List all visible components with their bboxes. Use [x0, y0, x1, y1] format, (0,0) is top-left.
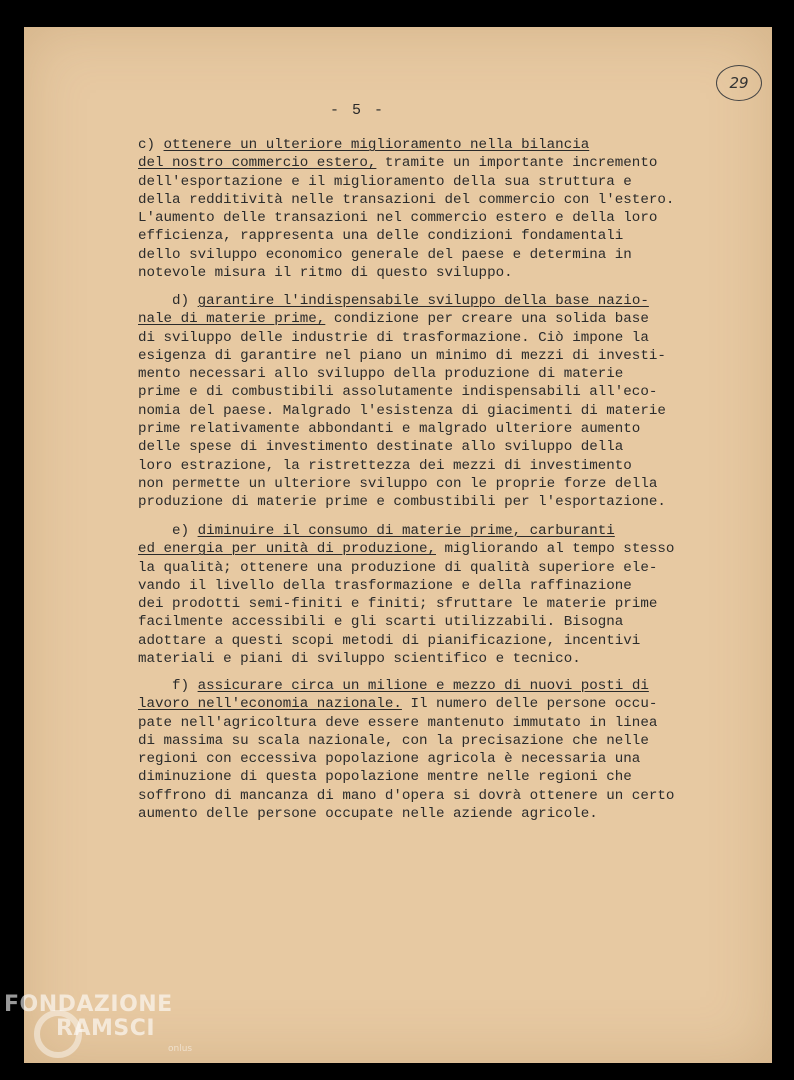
text-line [138, 695, 718, 713]
underlined-heading: del nostro commercio estero, [138, 155, 377, 172]
text-segment: e) [138, 523, 198, 539]
underlined-heading: diminuire il consumo di materie prime, carburanti [197, 523, 615, 539]
text-line [138, 714, 718, 732]
text-line [138, 310, 718, 328]
text-line [138, 787, 718, 805]
text-segment: prime e di combustibili assolutamente indispensabili all'eco- [138, 384, 658, 401]
text-segment: d) [138, 293, 198, 309]
text-line [138, 246, 718, 264]
text-line [138, 457, 718, 475]
text-line [138, 136, 718, 154]
text-line [138, 577, 718, 595]
text-segment: c) [138, 137, 164, 153]
text-segment: produzione di materie prime e combustibili per l'esportazione. [138, 494, 666, 511]
text-line [138, 540, 718, 558]
text-segment: notevole misura il ritmo di questo sviluppo. [138, 265, 513, 282]
text-line [138, 475, 718, 493]
section-c [138, 136, 718, 282]
text-segment: mento necessari allo sviluppo della produzione di materie [138, 366, 624, 383]
archive-number-stamp [716, 65, 762, 101]
text-segment: pate nell'agricoltura deve essere mantenuto immutato in linea [138, 714, 658, 731]
text-line [138, 383, 718, 401]
text-segment: la qualità; ottenere una produzione di qualità superiore ele- [138, 559, 658, 576]
text-line [138, 209, 718, 227]
underlined-heading: ottenere un ulteriore miglioramento nella bilancia [163, 137, 590, 153]
text-segment: condizione per creare una solida base [325, 311, 649, 328]
text-line [138, 227, 718, 245]
text-line [138, 493, 718, 511]
watermark-line1: FONDAZIONE [4, 992, 173, 1017]
text-line [138, 365, 718, 383]
fondazione-gramsci-watermark [4, 992, 204, 1072]
watermark-line2: RAMSCI [56, 1016, 156, 1041]
section-d [138, 292, 718, 512]
text-segment: nomia del paese. Malgrado l'esistenza di giacimenti di materie [138, 402, 666, 419]
text-segment: di sviluppo delle industrie di trasformazione. Ciò impone la [138, 329, 649, 346]
text-line [138, 559, 718, 577]
text-line [138, 768, 718, 786]
text-line [138, 329, 718, 347]
text-segment: della redditività nelle transazioni del commercio con l'estero. [138, 191, 675, 208]
text-segment: diminuzione di questa popolazione mentre nelle regioni che [138, 769, 632, 786]
page-number: - 5 - [330, 102, 386, 119]
text-line [138, 402, 718, 420]
text-segment: materiali e piani di sviluppo scientifico e tecnico. [138, 651, 581, 668]
text-line [138, 677, 718, 695]
text-line [138, 650, 718, 668]
text-segment: f) [138, 678, 198, 694]
text-segment: aumento delle persone occupate nelle aziende agricole. [138, 806, 598, 823]
text-segment: dei prodotti semi-finiti e finiti; sfruttare le materie prime [138, 596, 658, 613]
text-segment: L'aumento delle transazioni nel commercio estero e della loro [138, 210, 658, 227]
text-segment: efficienza, rappresenta una delle condizioni fondamentali [138, 228, 624, 245]
text-line [138, 732, 718, 750]
underlined-heading: garantire l'indispensabile sviluppo della base nazio- [197, 293, 649, 309]
text-line [138, 264, 718, 282]
underlined-heading: assicurare circa un milione e mezzo di nuovi posti di [197, 678, 649, 694]
text-segment: dello sviluppo economico generale del paese e determina in [138, 246, 632, 263]
section-e [138, 522, 718, 668]
text-segment: Il numero delle persone occu- [401, 696, 658, 713]
text-line [138, 613, 718, 631]
text-segment: adottare a questi scopi metodi di pianificazione, incentivi [138, 632, 641, 649]
text-line [138, 292, 718, 310]
watermark-onlus: onlus [168, 1044, 193, 1054]
text-line [138, 420, 718, 438]
text-segment: tramite un importante incremento [376, 155, 658, 172]
text-segment: non permette un ulteriore sviluppo con le proprie forze della [138, 475, 658, 492]
text-segment: soffrono di mancanza di mano d'opera si dovrà ottenere un certo [138, 787, 675, 804]
text-line [138, 173, 718, 191]
text-segment: regioni con eccessiva popolazione agricola è necessaria una [138, 751, 641, 768]
text-segment: di massima su scala nazionale, con la precisazione che nelle [138, 732, 649, 749]
text-line [138, 750, 718, 768]
text-line [138, 191, 718, 209]
text-segment: esigenza di garantire nel piano un minimo di mezzi di investi- [138, 347, 666, 364]
text-line [138, 805, 718, 823]
text-segment: loro estrazione, la ristrettezza dei mezzi di investimento [138, 457, 632, 474]
text-line [138, 522, 718, 540]
text-line [138, 632, 718, 650]
text-segment: vando il livello della trasformazione e della raffinazione [138, 577, 632, 594]
text-line [138, 154, 718, 172]
underlined-heading: lavoro nell'economia nazionale. [138, 696, 402, 713]
text-line [138, 347, 718, 365]
text-segment: delle spese di investimento destinate allo sviluppo della [138, 439, 624, 456]
underlined-heading: nale di materie prime, [138, 311, 326, 328]
text-line [138, 595, 718, 613]
text-line [138, 438, 718, 456]
section-f [138, 677, 718, 823]
text-segment: facilmente accessibili e gli scarti utilizzabili. Bisogna [138, 614, 624, 631]
text-segment: dell'esportazione e il miglioramento della sua struttura e [138, 173, 632, 190]
archive-number: 29 [729, 74, 749, 92]
text-segment: prime relativamente abbondanti e malgrado ulteriore aumento [138, 421, 641, 438]
underlined-heading: ed energia per unità di produzione, [138, 541, 436, 558]
text-segment: migliorando al tempo stesso [436, 541, 675, 558]
